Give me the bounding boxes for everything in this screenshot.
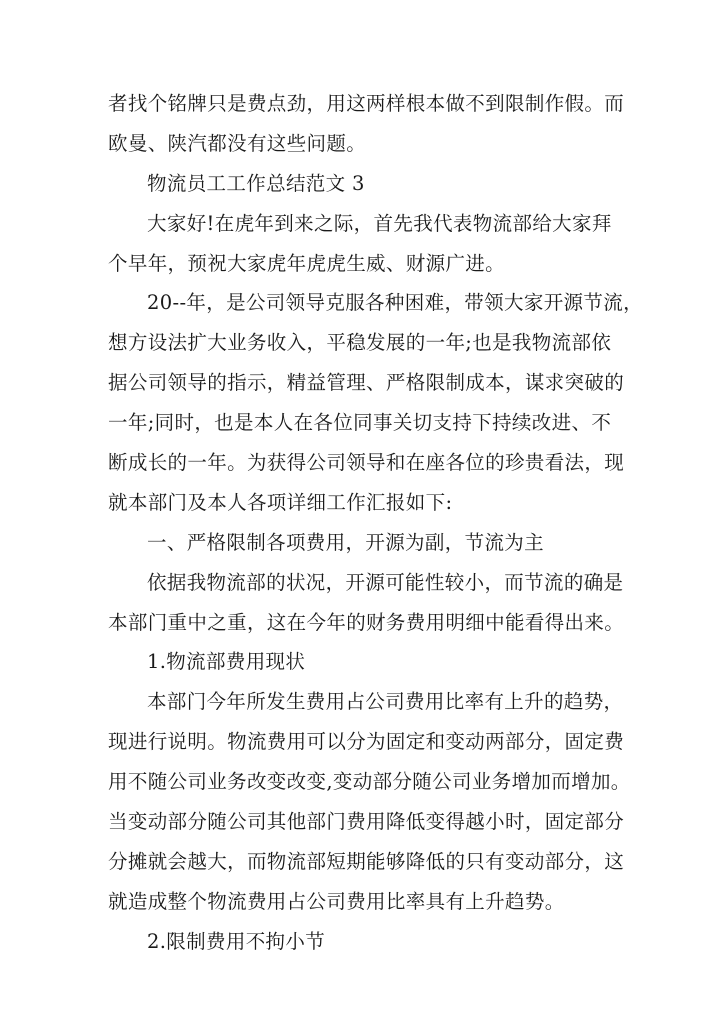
- text-line: 20--年，是公司领导克服各种困难，带领大家开源节流，: [147, 291, 643, 315]
- text-line: 一、严格限制各项费用，开源为副，节流为主: [147, 530, 545, 554]
- text-line: 欧曼、陕汽都没有这些问题。: [108, 131, 367, 155]
- text-line: 1.物流部费用现状: [147, 650, 306, 674]
- text-line: 依据我物流部的状况，开源可能性较小，而节流的确是: [147, 570, 624, 594]
- text-line: 本部门重中之重，这在今年的财务费用明细中能看得出来。: [108, 610, 625, 634]
- text-line: 本部门今年所发生费用占公司费用比率有上升的趋势，: [147, 690, 624, 714]
- text-line: 断成长的一年。为获得公司领导和在座各位的珍贵看法，现: [108, 451, 625, 475]
- text-line: 想方设法扩大业务收入，平稳发展的一年;也是我物流部依: [108, 331, 612, 355]
- text-line: 物流员工工作总结范文 3: [147, 171, 365, 195]
- text-line: 2.限制费用不拘小节: [147, 929, 326, 953]
- text-line: 现进行说明。物流费用可以分为固定和变动两部分，固定费: [108, 730, 625, 754]
- text-line: 当变动部分随公司其他部门费用降低变得越小时，固定部分: [108, 810, 625, 834]
- text-line: 用不随公司业务改变改变,变动部分随公司业务增加而增加。: [108, 770, 631, 794]
- text-line: 就本部门及本人各项详细工作汇报如下:: [108, 490, 453, 514]
- text-line: 个早年，预祝大家虎年虎虎生威、财源广进。: [108, 251, 506, 275]
- text-line: 据公司领导的指示，精益管理、严格限制成本，谋求突破的: [108, 371, 625, 395]
- text-line: 就造成整个物流费用占公司费用比率具有上升趋势。: [108, 889, 565, 913]
- text-line: 一年;同时，也是本人在各位同事关切支持下持续改进、不: [108, 411, 612, 435]
- text-line: 者找个铭牌只是费点劲，用这两样根本做不到限制作假。而: [108, 92, 625, 115]
- text-line: 大家好!在虎年到来之际，首先我代表物流部给大家拜: [147, 211, 612, 235]
- text-line: 分摊就会越大，而物流部短期能够降低的只有变动部分，这: [108, 849, 625, 873]
- document-body: [108, 84, 643, 962]
